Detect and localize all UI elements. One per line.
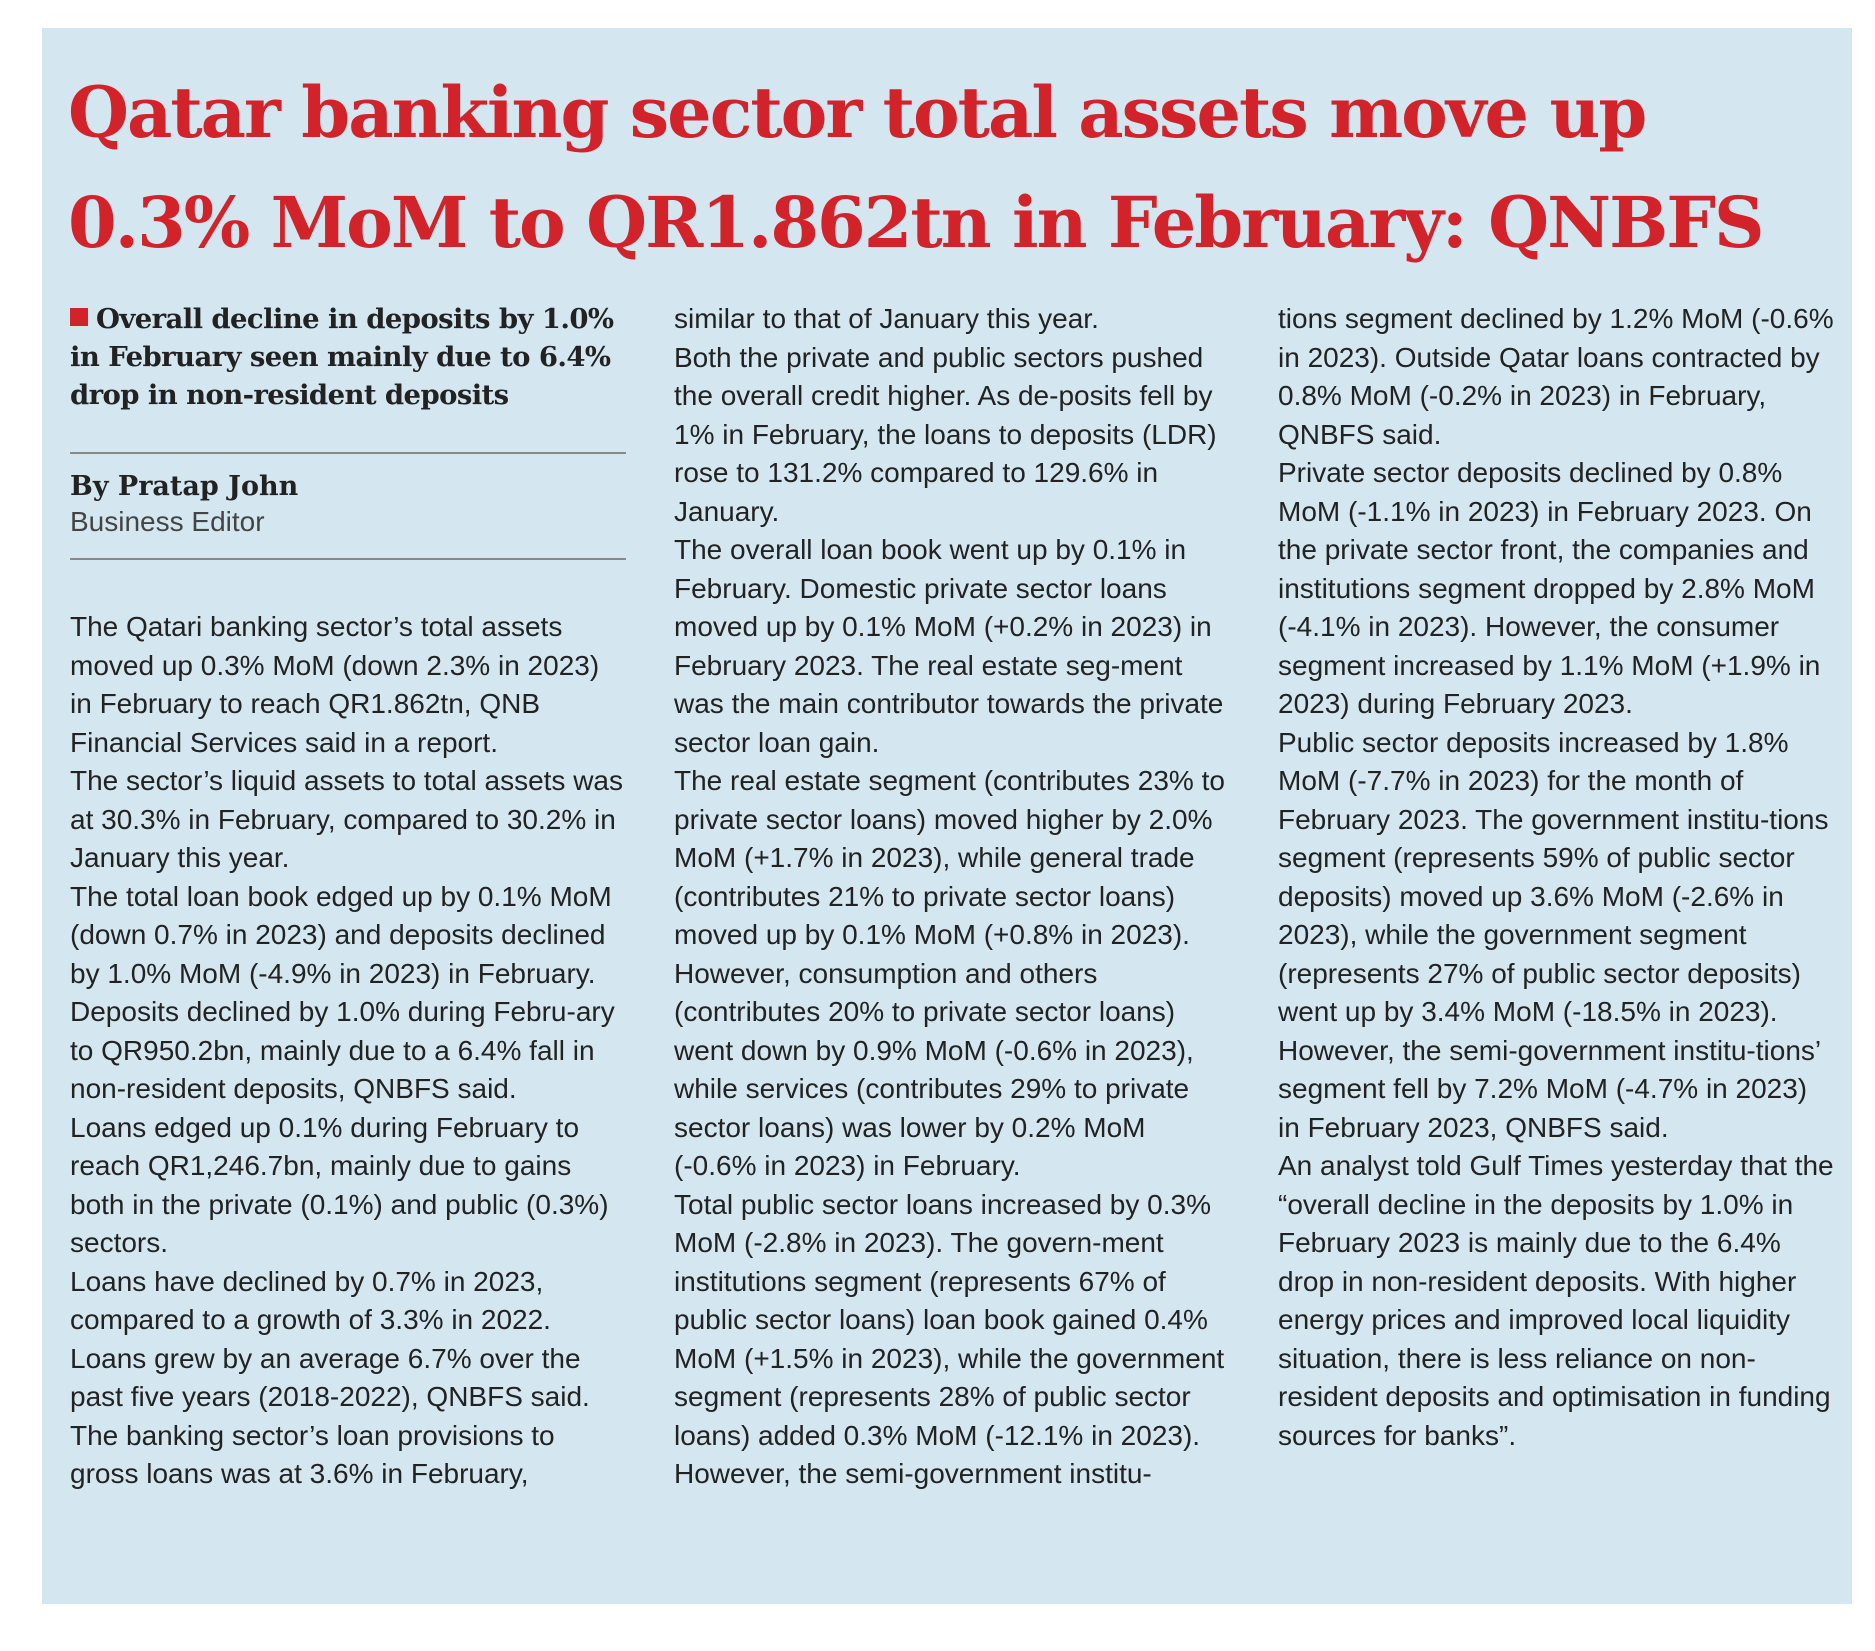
highlight-text: Overall decline in deposits by 1.0% in February seen mainly due to 6.4% drop in non-resident deposits [70,303,614,411]
highlight-summary [70,300,626,414]
divider-top [70,452,626,454]
paragraph: An analyst told Gulf Times yesterday that the “overall decline in the deposits by 1.0% in February 2023 is mainly due to the 6.4% drop in non-resident deposits. With higher energy prices and improved local liquidity situation, there is less reliance on non-resident deposits and optimisation in funding sources for banks”. [1278,1150,1834,1451]
paragraph: The sector’s liquid assets to total assets was at 30.3% in February, compared to 30.2% in January this year. [70,765,623,873]
paragraph: Loans have declined by 0.7% in 2023, compared to a growth of 3.3% in 2022. [70,1265,551,1335]
paragraph: Deposits declined by 1.0% during Febru-ary to QR950.2bn, mainly due to a 6.4% fall in non-resident deposits, QNBFS said. [70,996,615,1104]
article-panel [42,28,1852,1604]
paragraph: The real estate segment (contributes 23% to private sector loans) moved higher by 2.0% MoM (+1.7% in 2023), while general trade (contributes 21% to private sector loans) moved up by 0.1% MoM (+0.8% in 2023). [674,765,1225,950]
paragraph: The banking sector’s loan provisions to gross loans was at 3.6% in February, [70,1419,555,1489]
divider-bottom [70,558,626,560]
paragraph: However, the semi-government institu-tions’ segment fell by 7.2% MoM (-4.7% in 2023) in February 2023, QNBFS said. [1278,1034,1821,1143]
paragraph: However, consumption and others (contributes 20% to private sector loans) went down by 0.9% MoM (-0.6% in 2023), while services (contributes 29% to private sector loans) was lower by 0.2% MoM (-0.6% in 2023) in February. [674,957,1194,1181]
paragraph: Private sector deposits declined by 0.8% MoM (-1.1% in 2023) in February 2023. On the private sector front, the companies and institutions segment dropped by 2.8% MoM (-4.1% in 2023). However, the consumer segment increased by 1.1% MoM (+1.9% in 2023) during February 2023. [1278,457,1821,719]
byline-role: Business Editor [70,506,265,537]
paragraph: Total public sector loans increased by 0.3% MoM (-2.8% in 2023). The govern-ment institutions segment (represents 67% of public sector loans) loan book gained 0.4% MoM (+1.5% in 2023), while the government segment (represents 28% of public sector loans) added 0.3% MoM (-12.1% in 2023). [674,1188,1225,1451]
paragraph: The total loan book edged up by 0.1% MoM (down 0.7% in 2023) and deposits declined by 1.0% MoM (-4.9% in 2023) in February. [70,880,612,989]
byline-author: By Pratap John [70,471,299,502]
column-2 [674,300,1230,1494]
column-3 [1278,300,1834,1455]
headline: Qatar banking sector total assets move up 0.3% MoM to QR1.862tn in February: QNBFS [68,71,1763,264]
paragraph: similar to that of January this year. [674,303,1099,334]
paragraph: The Qatari banking sector’s total assets moved up 0.3% MoM (down 2.3% in 2023) in February to reach QR1.862tn, QNB Financial Services said in a report. [70,611,600,758]
paragraph: Both the private and public sectors pushed the overall credit higher. As de-posits fell by 1% in February, the loans to deposits (LDR) rose to 131.2% compared to 129.6% in January. [674,341,1217,527]
paragraph: Loans grew by an average 6.7% over the past five years (2018-2022), QNBFS said. [70,1342,590,1412]
column-1 [70,300,626,1494]
paragraph: However, the semi-government institu- [674,1458,1152,1489]
paragraph: Loans edged up 0.1% during February to reach QR1,246.7bn, mainly due to gains both in the private (0.1%) and public (0.3%) sectors. [70,1111,609,1258]
paragraph: Public sector deposits increased by 1.8% MoM (-7.7% in 2023) for the month of February 2023. The government institu-tions segment (represents 59% of public sector deposits) moved up 3.6% MoM (-2.6% in 2023), while the government segment (represents 27% of public sector deposits) went up by 3.4% MoM (-18.5% in 2023). [1278,726,1829,1027]
paragraph: The overall loan book went up by 0.1% in February. Domestic private sector loans moved up by 0.1% MoM (+0.2% in 2023) in February 2023. The real estate seg-ment was the main contributor towards the private sector loan gain. [674,534,1224,758]
paragraph: tions segment declined by 1.2% MoM (-0.6% in 2023). Outside Qatar loans contracted by 0.8% MoM (-0.2% in 2023) in February, QNBFS said. [1278,303,1834,450]
square-bullet-icon [70,308,88,326]
